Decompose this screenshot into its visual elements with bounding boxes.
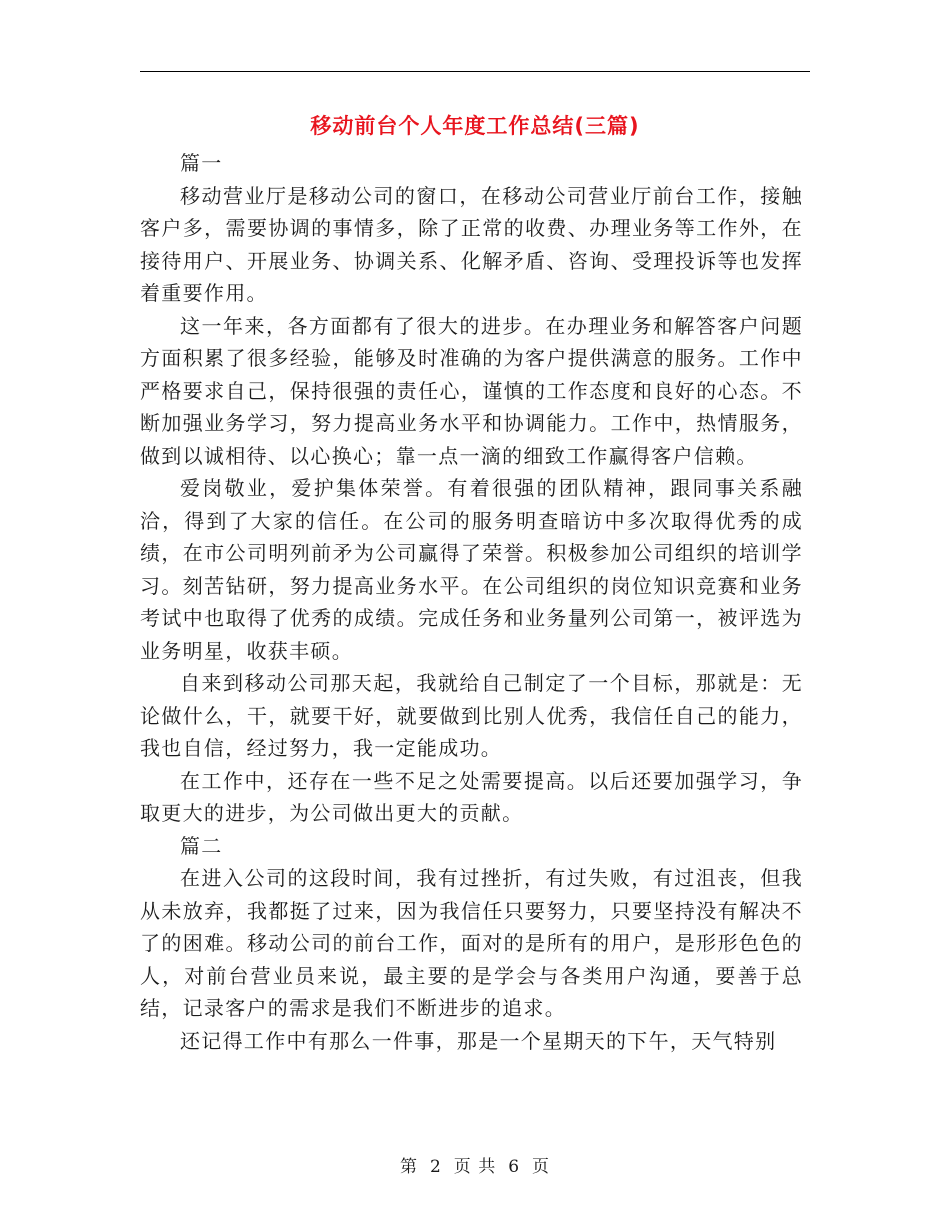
paragraph: 爱岗敬业，爱护集体荣誉。有着很强的团队精神，跟同事关系融洽，得到了大家的信任。在公司的服务明查暗访中多次取得优秀的成绩，在市公司明列前矛为公司赢得了荣誉。积极参加公司组织的培训学习。刻苦钻研，努力提高业务水平。在公司组织的岗位知识竞赛和业务考试中也取得了优秀的成绩。完成任务和业务量列公司第一，被评选为业务明星，收获丰硕。 xyxy=(140,476,803,663)
footer-middle: 页 共 xyxy=(453,1157,497,1177)
footer-page-number: 2 xyxy=(429,1157,442,1177)
paragraph: 移动营业厅是移动公司的窗口，在移动公司营业厅前台工作，接触客户多，需要协调的事情多，除了正常的收费、办理业务等工作外，在接待用户、开展业务、协调关系、化解矛盾、咨询、受理投诉等也发挥着重要作用。 xyxy=(140,183,803,305)
document-body xyxy=(140,147,803,1057)
paragraph: 这一年来，各方面都有了很大的进步。在办理业务和解答客户问题方面积累了很多经验，能够及时准确的为客户提供满意的服务。工作中严格要求自己，保持很强的责任心，谨慎的工作态度和良好的心态。不断加强业务学习，努力提高业务水平和协调能力。工作中，热情服务，做到以诚相待、以心换心；靠一点一滴的细致工作赢得客户信赖。 xyxy=(140,313,803,468)
footer-prefix: 第 xyxy=(399,1157,418,1177)
footer-total-pages: 6 xyxy=(508,1157,521,1177)
section-heading-2: 篇二 xyxy=(180,833,223,858)
footer-suffix: 页 xyxy=(532,1157,551,1177)
header-rule xyxy=(140,71,810,72)
paragraph: 在工作中，还存在一些不足之处需要提高。以后还要加强学习，争取更大的进步，为公司做出更大的贡献。 xyxy=(140,768,803,825)
paragraph: 还记得工作中有那么一件事，那是一个星期天的下午，天气特别 xyxy=(180,1028,777,1053)
paragraph: 自来到移动公司那天起，我就给自己制定了一个目标，那就是：无论做什么，干，就要干好，就要做到比别人优秀，我信任自己的能力，我也自信，经过努力，我一定能成功。 xyxy=(140,671,803,760)
paragraph: 在进入公司的这段时间，我有过挫折，有过失败，有过沮丧，但我从未放弃，我都挺了过来，因为我信任只要努力，只要坚持没有解决不了的困难。移动公司的前台工作，面对的是所有的用户，是形形色色的人，对前台营业员来说，最主要的是学会与各类用户沟通，要善于总结，记录客户的需求是我们不断进步的追求。 xyxy=(140,866,803,1020)
document-title: 移动前台个人年度工作总结(三篇) xyxy=(310,114,640,138)
section-heading-1: 篇一 xyxy=(180,151,223,175)
page-footer xyxy=(0,1152,950,1177)
